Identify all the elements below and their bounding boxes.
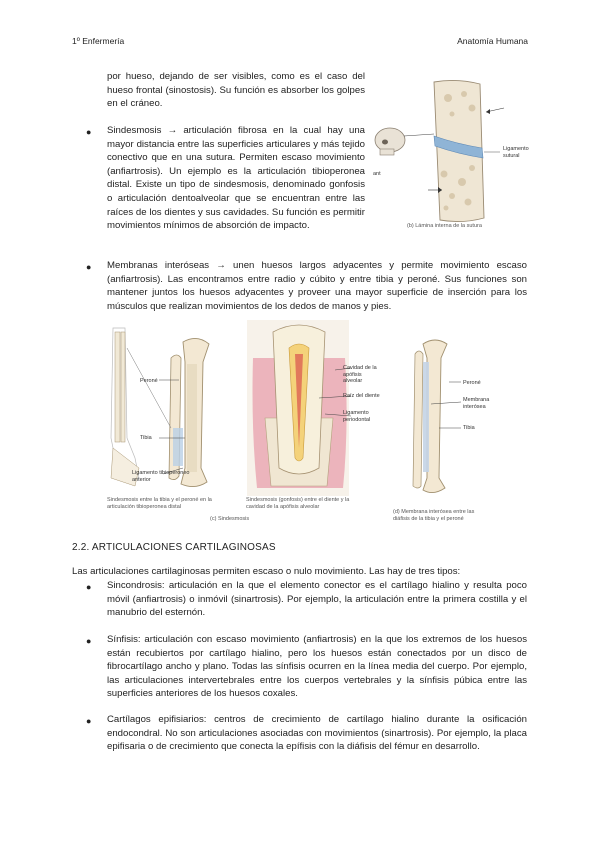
skull-icon [375, 128, 405, 155]
caption-suture: (b) Lámina interna de la sutura [407, 223, 482, 229]
caption-syndesmosis-main: (c) Sindesmosis [210, 516, 250, 522]
bullet-cartilagos-epifisiarios: Cartílagos epifisiarios: centros de crecimiento de cartílago hialino durante la osificación endocondral. No son articulaciones asociadas con movimientos (sinartrosis). Por ejemplo, la placa epifisaria o de crecimiento que conecta la epífisis con la diáfisis del fémur en desarrollo. [107, 714, 527, 753]
bullet-sincondrosis: Sincondrosis: articulación en la que el elemento conector es el cartílago hialino y resulta poco móvil (anfiartrosis) o inmóvil (sinartrosis). Por ejemplo, la articulación entre la primera costilla y el manubrio del esternón. [107, 580, 527, 619]
label-side-mark: ant [373, 171, 381, 177]
caption-interosseous: (d) Membrana interósea entre las diáfisis de la tibia y el peroné [393, 509, 475, 522]
label-tibia-right: Tibia [463, 425, 475, 431]
intro-paragraph: por hueso, dejando de ser visibles, como es el caso del hueso frontal (sinostosis). Su función es absorber los golpes en el cráneo. [107, 71, 365, 110]
label-ligamento-periodontal: Ligamento periodontal [343, 410, 371, 423]
label-sutural-ligament: Ligamento sutural [503, 146, 529, 159]
label-perone-left: Peroné [140, 378, 158, 384]
label-ligamento-tibioperoneo: Ligamento tibioperoneo anterior [132, 470, 190, 483]
label-cavidad-alveolar: Cavidad de la apófisis alveolar [343, 365, 377, 384]
header-left: 1º Enfermería [72, 36, 125, 46]
tooth-gomphosis [247, 320, 351, 496]
caption-syndesmosis-b: Sindesmosis (gonfosis) entre el diente y la cavidad de la apófisis alveolar [246, 497, 350, 510]
caption-syndesmosis-a: Sindesmosis entre la tibia y el peroné en la articulación tibioperonea distal [107, 497, 212, 510]
label-raiz-diente: Raíz del diente [343, 393, 380, 399]
bullet-dot: ● [86, 716, 92, 726]
label-membrana-interosea: Membrana interósea [463, 397, 490, 410]
section-title: 2.2. ARTICULACIONES CARTILAGINOSAS [72, 542, 276, 553]
bullet-dot: ● [86, 262, 92, 272]
tibiofibular-ligament [173, 428, 183, 466]
section-intro: Las articulaciones cartilaginosas permiten escaso o nulo movimiento. Las hay de tres tipos: [72, 566, 461, 577]
bullet-sindesmosis: Sindesmosis → articulación fibrosa en la cual hay una mayor distancia entre las superficies articulares y más tejido conectivo que en una sutura. Permiten escaso movimiento (anfiartrosis). Un ejemplo es la articulación tibioperonea distal. Existe un tipo de sindesmosis, denominado gonfosis o articulación dentoalveolar que se encuentran entre las raíces de los dientes y sus cavidades. Su función es permitir movimientos mínimos de absorción de impacto. [107, 125, 365, 232]
bullet-sinfisis: Sínfisis: articulación con escaso movimiento (anfiartrosis) en la que los extremos de los huesos están recubiertos por cartílago hialino, pero los huesos están conectados por un disco de fibrocartílago ancho y plano. Todas las sínfisis ocurren en la línea media del cuerpo. Por ejemplo, las articulaciones intervertebrales entre los cuerpos vertebrales y la sínfisis púbica entre las superficies anteriores de los huesos coxales. [107, 634, 527, 700]
label-perone-right: Peroné [463, 380, 481, 386]
bullet-dot: ● [86, 582, 92, 592]
bullet-membranas: Membranas interóseas → unen huesos largos adyacentes y permite movimiento escaso (anfiartrosis). Las encontramos entre radio y cúbito y entre tibia y peroné. Sus funciones son mantener juntos los huesos adyacentes y proveer una mayor superficie de inserción para los músculos que realizan movimientos de los dedos de manos y pies. [107, 260, 527, 312]
leg-bones-left [111, 328, 209, 487]
interosseous-membrane [413, 340, 461, 493]
label-tibia-left: Tibia [140, 435, 152, 441]
bullet-dot: ● [86, 636, 92, 646]
header-right: Anatomía Humana [457, 36, 528, 46]
bullet-dot: ● [86, 127, 92, 137]
